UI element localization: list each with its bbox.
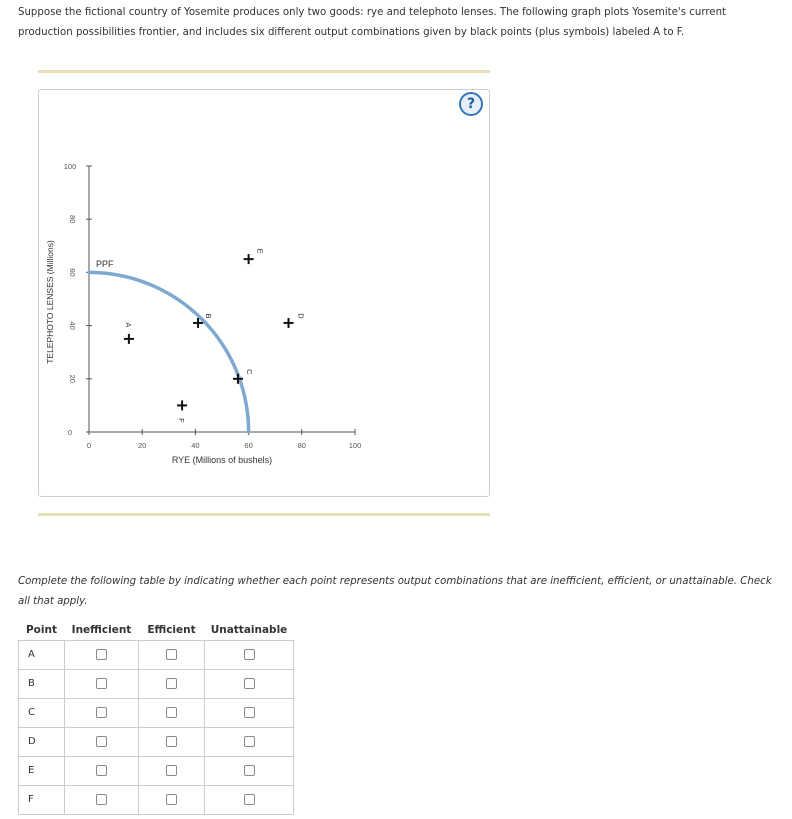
header-efficient: Efficient: [147, 623, 196, 636]
efficient-checkbox[interactable]: [166, 794, 177, 805]
check-cell: [65, 698, 139, 727]
x-tick-label: 0: [86, 441, 92, 450]
header-point: Point: [25, 623, 57, 636]
ppf-label: PPF: [96, 259, 114, 269]
intro-paragraph: Suppose the fictional country of Yosemite produces only two goods: rye and telephoto lenses. The following graph plots Yosemite's current production possibilities frontier, and includes six different output combinations given by black points (plus symbols) labeled A to F.: [18, 7, 727, 38]
point-label: B: [204, 313, 214, 319]
y-tick-label: 40: [68, 321, 77, 330]
efficient-checkbox[interactable]: [166, 765, 177, 776]
y-tick-label: 100: [63, 162, 77, 171]
y-tick-label: 0: [67, 428, 73, 437]
unattainable-checkbox[interactable]: [244, 765, 255, 776]
unattainable-checkbox[interactable]: [244, 649, 255, 660]
table-row: [19, 785, 294, 814]
bottom-divider: [38, 513, 490, 516]
check-cell: [205, 727, 294, 756]
check-cell: [139, 727, 205, 756]
inefficient-checkbox[interactable]: [96, 678, 107, 689]
x-tick-label: 60: [244, 441, 253, 450]
inefficient-checkbox[interactable]: [96, 736, 107, 747]
table-header-row: [19, 620, 294, 640]
point-label: C: [244, 369, 254, 375]
table-row: [19, 727, 294, 756]
check-cell: [65, 669, 139, 698]
unattainable-checkbox[interactable]: [244, 707, 255, 718]
point-cell: D: [19, 727, 65, 756]
efficient-checkbox[interactable]: [166, 678, 177, 689]
graph-panel: [38, 89, 490, 497]
inefficient-checkbox[interactable]: [96, 649, 107, 660]
unattainable-checkbox[interactable]: [244, 736, 255, 747]
y-tick-label: 60: [68, 268, 77, 277]
check-cell: [65, 785, 139, 814]
help-button[interactable]: ?: [459, 92, 483, 116]
check-cell: [205, 669, 294, 698]
y-tick-label: 80: [68, 215, 77, 224]
check-cell: [205, 785, 294, 814]
check-cell: [205, 756, 294, 785]
efficient-checkbox[interactable]: [166, 736, 177, 747]
x-tick-label: 20: [138, 441, 147, 450]
header-unattainable: Unattainable: [210, 623, 288, 636]
check-cell: [65, 640, 139, 669]
point-cell: E: [19, 756, 65, 785]
inefficient-checkbox[interactable]: [96, 794, 107, 805]
point-label: E: [255, 248, 265, 254]
top-divider: [38, 70, 490, 73]
inefficient-checkbox[interactable]: [96, 765, 107, 776]
check-cell: [139, 698, 205, 727]
point-cell: B: [19, 669, 65, 698]
table-row: [19, 669, 294, 698]
point-label: A: [123, 322, 133, 328]
check-cell: [65, 727, 139, 756]
instructions-text: Complete the following table by indicating whether each point represents output combinations that are inefficient, efficient, or unattainable. Check all that apply.: [18, 576, 772, 607]
check-cell: [205, 640, 294, 669]
y-tick-label: 20: [68, 374, 77, 383]
check-cell: [139, 756, 205, 785]
point-label: D: [296, 313, 306, 319]
table-body: [19, 640, 294, 814]
point-cell: A: [19, 640, 65, 669]
check-cell: [139, 669, 205, 698]
x-axis-label: RYE (Millions of bushels): [171, 455, 273, 465]
table-row: [19, 698, 294, 727]
x-tick-label: 80: [297, 441, 306, 450]
y-axis-label: TELEPHOTO LENSES (Millions): [45, 240, 55, 364]
check-cell: [65, 756, 139, 785]
point-label: F: [177, 418, 187, 423]
check-cell: [205, 698, 294, 727]
inefficient-checkbox[interactable]: [96, 707, 107, 718]
point-cell: C: [19, 698, 65, 727]
check-cell: [139, 785, 205, 814]
table-row: [19, 640, 294, 669]
header-inefficient: Inefficient: [71, 623, 132, 636]
efficient-checkbox[interactable]: [166, 707, 177, 718]
point-cell: F: [19, 785, 65, 814]
answer-table: [18, 620, 294, 815]
unattainable-checkbox[interactable]: [244, 678, 255, 689]
x-tick-label: 40: [191, 441, 200, 450]
x-tick-label: 100: [348, 441, 362, 450]
efficient-checkbox[interactable]: [166, 649, 177, 660]
unattainable-checkbox[interactable]: [244, 794, 255, 805]
table-row: [19, 756, 294, 785]
check-cell: [139, 640, 205, 669]
